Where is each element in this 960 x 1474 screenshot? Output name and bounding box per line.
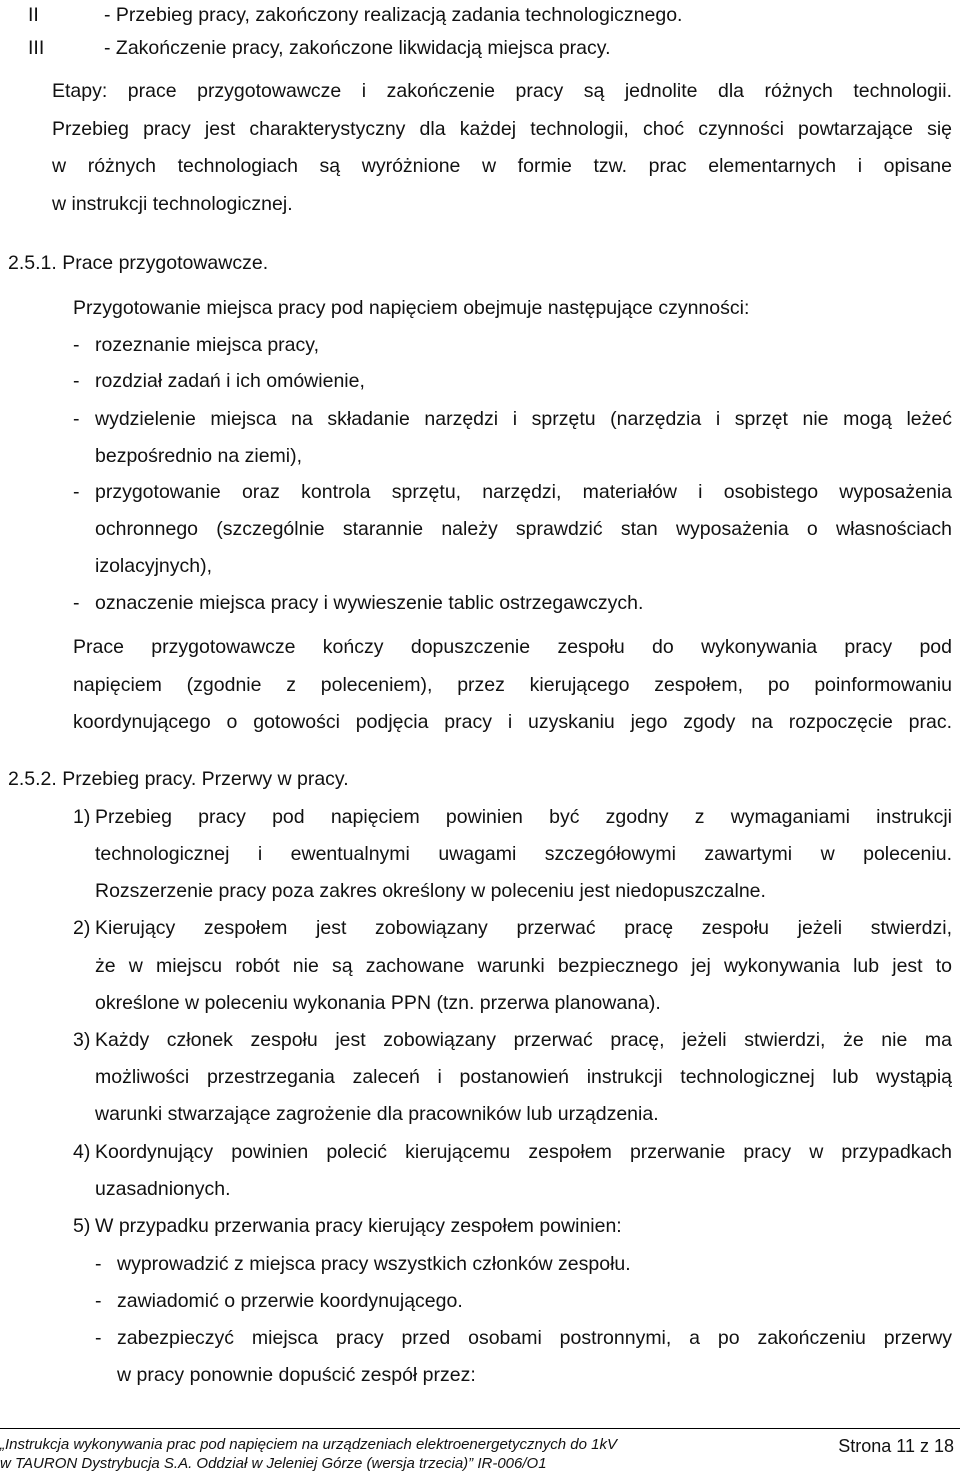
item-text: Rozszerzenie pracy poza zakres określony w poleceniu jest niedopuszczalne. <box>95 880 766 902</box>
bullet-text: przygotowanie oraz kontrola sprzętu, narzędzi, materiałów i osobistego wyposażenia <box>95 481 952 503</box>
item-text: określone w poleceniu wykonania PPN (tzn. przerwa planowana). <box>95 992 661 1014</box>
paragraph-line: Prace przygotowawcze kończy dopuszczenie zespołu do wykonywania pracy pod <box>73 636 952 658</box>
bullet-dash: - <box>73 481 80 503</box>
bullet-dash: - <box>73 370 80 392</box>
bullet-text: oznaczenie miejsca pracy i wywieszenie tablic ostrzegawczych. <box>95 592 644 614</box>
bullet-text: rozeznanie miejsca pracy, <box>95 334 319 356</box>
bullet-text: zawiadomić o przerwie koordynującego. <box>117 1290 463 1312</box>
item-text: możliwości przestrzegania zaleceń i postanowień instrukcji technologicznej lub wystąpią <box>95 1066 952 1088</box>
item-text: uzasadnionych. <box>95 1178 231 1200</box>
item-number: 2) <box>73 917 91 939</box>
paragraph-line: Przebieg pracy jest charakterystyczny dla każdej technologii, choć czynności powtarzające się <box>52 118 952 140</box>
item-number: 3) <box>73 1029 91 1051</box>
bullet-text: zabezpieczyć miejsca pracy przed osobami postronnymi, a po zakończeniu przerwy <box>117 1327 952 1349</box>
item-text: W przypadku przerwania pracy kierujący zespołem powinien: <box>95 1215 622 1237</box>
bullet-text: w pracy ponownie dopuścić zespół przez: <box>117 1364 476 1386</box>
list-text: - Zakończenie pracy, zakończone likwidacją miejsca pracy. <box>104 37 611 59</box>
footer-divider <box>0 1428 960 1429</box>
item-text: warunki stwarzające zagrożenie dla pracowników lub urządzenia. <box>95 1103 659 1125</box>
bullet-text: izolacyjnych), <box>95 555 213 577</box>
paragraph-line: koordynującego o gotowości podjęcia pracy i uzyskaniu jego zgody na rozpoczęcie prac. <box>73 711 952 733</box>
item-number: 4) <box>73 1141 91 1163</box>
item-text: Każdy członek zespołu jest zobowiązany przerwać pracę, jeżeli stwierdzi, że nie ma <box>95 1029 952 1051</box>
bullet-dash: - <box>95 1327 102 1349</box>
bullet-dash: - <box>73 408 80 430</box>
bullet-text: bezpośrednio na ziemi), <box>95 445 303 467</box>
item-text: technologicznej i ewentualnymi uwagami szczegółowymi zawartymi w poleceniu. <box>95 843 952 865</box>
item-number: 1) <box>73 806 91 828</box>
bullet-dash: - <box>95 1290 102 1312</box>
section-heading: 2.5.2. Przebieg pracy. Przerwy w pracy. <box>8 768 349 790</box>
list-text: - Przebieg pracy, zakończony realizacją zadania technologicznego. <box>104 4 683 26</box>
item-text: że w miejscu robót nie są zachowane warunki bezpiecznego jej wykonywania lub jest to <box>95 955 952 977</box>
footer-title-line: w TAURON Dystrybucja S.A. Oddział w Jeleniej Górze (wersja trzecia)” IR-006/O1 <box>0 1455 547 1472</box>
item-number: 5) <box>73 1215 91 1237</box>
page-number: Strona 11 z 18 <box>838 1436 954 1456</box>
bullet-text: ochronnego (szczególnie starannie należy sprawdzić stan wyposażenia o własnościach <box>95 518 952 540</box>
paragraph-line: Etapy: prace przygotowawcze i zakończenie pracy są jednolite dla różnych technologii. <box>52 80 952 102</box>
bullet-text: wyprowadzić z miejsca pracy wszystkich członków zespołu. <box>117 1253 631 1275</box>
bullet-dash: - <box>73 592 80 614</box>
paragraph-line: w różnych technologiach są wyróżnione w formie tzw. prac elementarnych i opisane <box>52 155 952 177</box>
list-numeral: III <box>28 37 45 59</box>
bullet-dash: - <box>95 1253 102 1275</box>
item-text: Kierujący zespołem jest zobowiązany przerwać pracę zespołu jeżeli stwierdzi, <box>95 917 952 939</box>
paragraph-line: w instrukcji technologicznej. <box>52 193 293 215</box>
item-text: Koordynujący powinien polecić kierującemu zespołem przerwanie pracy w przypadkach <box>95 1141 952 1163</box>
list-numeral: II <box>28 4 39 26</box>
footer-title-line: „Instrukcja wykonywania prac pod napięciem na urządzeniach elektroenergetycznych do 1kV <box>0 1436 617 1453</box>
bullet-dash: - <box>73 334 80 356</box>
bullet-text: wydzielenie miejsca na składanie narzędzi i sprzętu (narzędzia i sprzęt nie mogą leżeć <box>95 408 952 430</box>
item-text: Przebieg pracy pod napięciem powinien być zgodny z wymaganiami instrukcji <box>95 806 952 828</box>
bullet-text: rozdział zadań i ich omówienie, <box>95 370 365 392</box>
paragraph-line: Przygotowanie miejsca pracy pod napięciem obejmuje następujące czynności: <box>73 297 750 319</box>
section-heading: 2.5.1. Prace przygotowawcze. <box>8 252 269 274</box>
paragraph-line: napięciem (zgodnie z poleceniem), przez kierującego zespołem, po poinformowaniu <box>73 674 952 696</box>
